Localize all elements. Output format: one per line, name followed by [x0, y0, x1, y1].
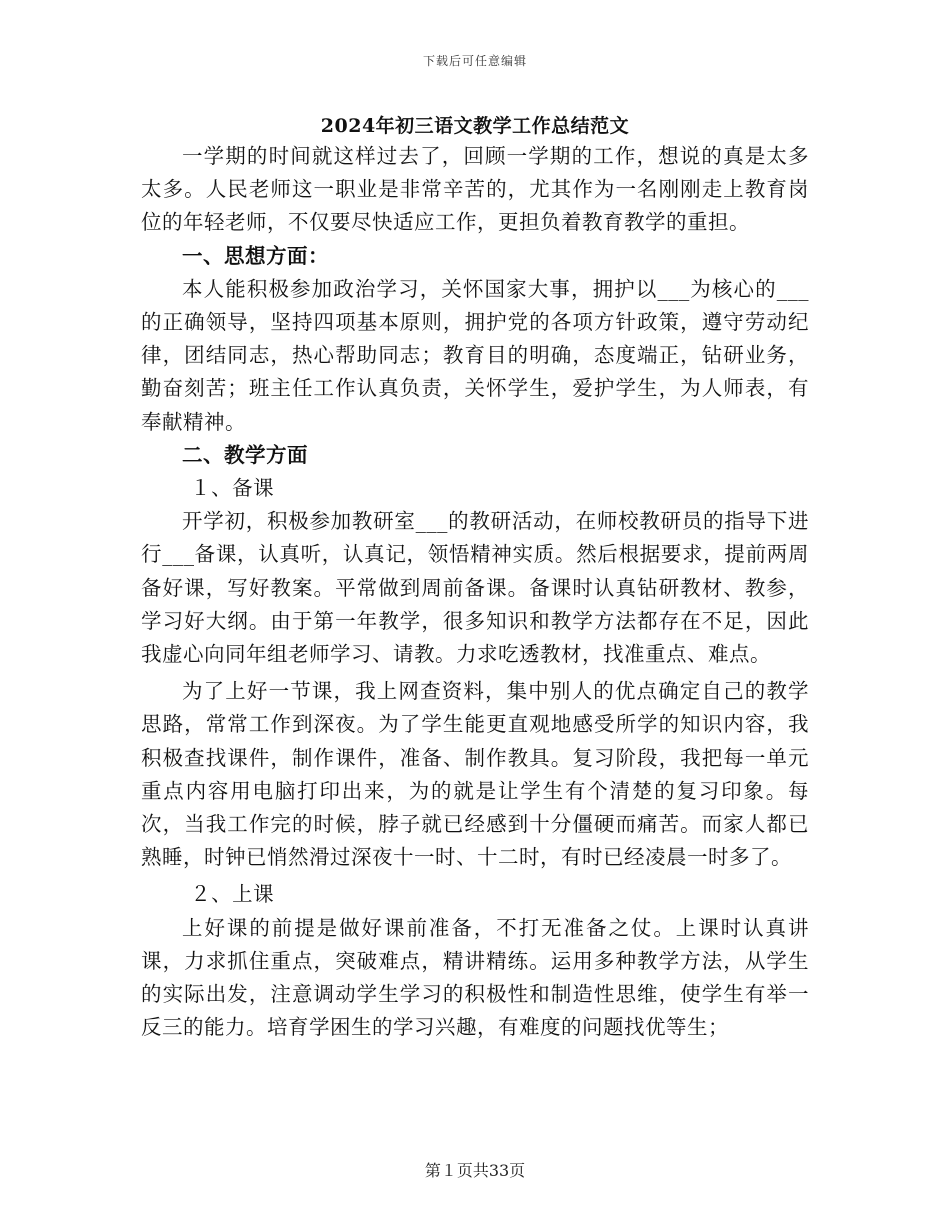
section-heading-teaching: 二、教学方面: [182, 442, 308, 467]
document-body: [141, 140, 809, 1044]
subsection-heading-class: ２、上课: [190, 882, 275, 907]
section-heading-thought: 一、思想方面：: [182, 243, 329, 268]
preparation-paragraph-2: 为了上好一节课，我上网查资料，集中别人的优点确定自己的教学思路，常常工作到深夜。为了学生能更直观地感受所学的知识内容，我积极查找课件，制作课件，准备、制作教具。复习阶段，我把每一单元重点内容用电脑打印出来，为的就是让学生有个清楚的复习印象。每次，当我工作完的时候，脖子就已经感到十分僵硬而痛苦。而家人都已熟睡，时钟已悄然滑过深夜十一时、十二时，有时已经凌晨一时多了。: [141, 679, 809, 870]
preparation-paragraph-1: 开学初，积极参加教研室___的教研活动，在师校教研员的指导下进行___备课，认真听，认真记，领悟精神实质。然后根据要求，提前两周备好课，写好教案。平常做到周前备课。备课时认真钻研教材、教参，学习好大纲。由于第一年教学，很多知识和教学方法都存在不足，因此我虚心向同年组老师学习、请教。力求吃透教材，找准重点、难点。: [141, 509, 809, 667]
header-note: 下载后可任意编辑: [422, 54, 527, 68]
section-thought-paragraph: 本人能积极参加政治学习，关怀国家大事，拥护以___为核心的___的正确领导，坚持四项基本原则，拥护党的各项方针政策，遵守劳动纪律，团结同志，热心帮助同志；教育目的明确，态度端正，钻研业务，勤奋刻苦；班主任工作认真负责，关怀学生，爱护学生，为人师表，有奉献精神。: [141, 276, 809, 434]
intro-paragraph: 一学期的时间就这样过去了，回顾一学期的工作，想说的真是太多太多。人民老师这一职业是非常辛苦的，尤其作为一名刚刚走上教育岗位的年轻老师，不仅要尽快适应工作，更担负着教育教学的重担。: [141, 144, 809, 235]
subsection-heading-preparation: １、备课: [190, 476, 275, 501]
class-paragraph: 上好课的前提是做好课前准备，不打无准备之仗。上课时认真讲课，力求抓住重点，突破难点，精讲精练。运用多种教学方法，从学生的实际出发，注意调动学生学习的积极性和制造性思维，使学生有举一反三的能力。培育学困生的学习兴趣，有难度的问题找优等生；: [141, 915, 809, 1040]
document-title: 2024年初三语文教学工作总结范文: [320, 115, 630, 137]
page-number: 第１页共33页: [424, 1161, 526, 1180]
